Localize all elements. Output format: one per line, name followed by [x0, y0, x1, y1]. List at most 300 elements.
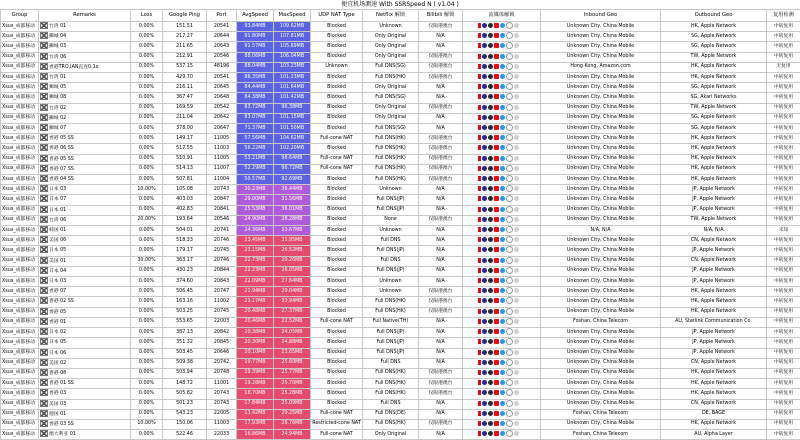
cell-avgspeed: 53.21MB — [237, 154, 274, 164]
cell-remark — [39, 93, 131, 103]
cell-port: 20546 — [207, 52, 237, 62]
youtube-icon — [494, 196, 499, 201]
hbo-icon — [488, 54, 493, 59]
abema-icon — [514, 186, 519, 191]
cell-inbound: Unknown City, China Mobile — [541, 93, 661, 103]
cell-avgspeed: 23.15MB — [237, 246, 274, 256]
table-row — [1, 307, 800, 317]
cell-streaming — [463, 93, 541, 103]
cell-bilibili: 仅限港澳台 — [419, 103, 463, 113]
amazon-icon — [500, 43, 505, 48]
cell-bilibili: 仅限港澳台 — [419, 134, 463, 144]
cell-avgspeed: 52.29MB — [237, 164, 274, 174]
cell-outbound: SG, Apple Network — [661, 113, 767, 123]
cell-udp: Blocked — [311, 256, 363, 266]
cell-bilibili: 仅限港澳台 — [419, 73, 463, 83]
flag-icon — [40, 124, 48, 131]
disney-icon — [482, 227, 487, 232]
cell-streaming — [463, 297, 541, 307]
cell-netflix: Only Original — [363, 430, 419, 440]
cell-bilibili: N/A — [419, 266, 463, 276]
abema-icon — [514, 74, 519, 79]
cell-group: Xsus_成都移动 — [1, 419, 39, 429]
cell-remark — [39, 328, 131, 338]
tvb-icon — [506, 73, 513, 80]
youtube-icon — [494, 217, 499, 222]
abema-icon — [514, 258, 519, 263]
cell-remark — [39, 124, 131, 134]
cell-loss: 0.00% — [131, 368, 163, 378]
disney-icon — [482, 33, 487, 38]
cell-port: 11001 — [207, 379, 237, 389]
cell-loss: 0.00% — [131, 409, 163, 419]
cell-streaming — [463, 338, 541, 348]
cell-bilibili: N/A — [419, 256, 463, 266]
cell-port: 20642 — [207, 113, 237, 123]
netflix-icon — [478, 176, 481, 181]
amazon-icon — [500, 268, 505, 273]
cell-streaming — [463, 277, 541, 287]
cell-bilibili: N/A — [419, 226, 463, 236]
cell-inbound: Unknown City, China Mobile — [541, 113, 661, 123]
cell-group: Xsus_成都移动 — [1, 389, 39, 399]
cell-bilibili: N/A — [419, 32, 463, 42]
hbo-icon — [488, 421, 493, 426]
cell-maxspeed: 25.60MB — [274, 358, 311, 368]
table-row — [1, 348, 800, 358]
amazon-icon — [500, 84, 505, 89]
cell-ping: 522.46 — [163, 430, 207, 440]
cell-group: Xsus_成都移动 — [1, 144, 39, 154]
flag-icon — [40, 400, 48, 407]
cell-group: Xsus_成都移动 — [1, 52, 39, 62]
cell-outbound: HK, Apple Network — [661, 134, 767, 144]
cell-outbound: CN, Apple Network — [661, 399, 767, 409]
cell-remark — [39, 236, 131, 246]
table-row — [1, 195, 800, 205]
hbo-icon — [488, 145, 493, 150]
cell-loss: 0.00% — [131, 358, 163, 368]
abema-icon — [514, 125, 519, 130]
cell-inbound: Unknown City, China Mobile — [541, 348, 661, 358]
bahamut-icon — [520, 237, 525, 242]
amazon-icon — [500, 33, 505, 38]
netflix-icon — [478, 370, 481, 375]
cell-outbound: HK, Apple Network — [661, 154, 767, 164]
remark-text: 香港 02 SS — [49, 299, 74, 304]
cell-maxspeed: 25.70MB — [274, 379, 311, 389]
cell-streaming — [463, 113, 541, 123]
abema-icon — [514, 105, 519, 110]
cell-netflix: Full DNS(JP) — [363, 338, 419, 348]
bahamut-icon — [520, 23, 525, 28]
cell-udp: Blocked — [311, 124, 363, 134]
cell-ping: 503.94 — [163, 368, 207, 378]
abema-icon — [514, 390, 519, 395]
hbo-icon — [488, 350, 493, 355]
tvb-icon — [506, 22, 513, 29]
cell-ping: 503.45 — [163, 348, 207, 358]
cell-streaming — [463, 430, 541, 440]
flag-icon — [40, 349, 48, 356]
cell-outbound: JP, Apple Network — [661, 277, 767, 287]
tvb-icon — [506, 134, 513, 141]
remark-text: 香港 06 SS — [49, 146, 74, 151]
cell-port: 20745 — [207, 307, 237, 317]
cell-reuse: 中转复用 — [767, 338, 800, 348]
flag-icon — [40, 114, 48, 121]
cell-streaming — [463, 287, 541, 297]
cell-loss: 0.00% — [131, 236, 163, 246]
cell-reuse: 中转复用 — [767, 328, 800, 338]
cell-udp: Blocked — [311, 52, 363, 62]
disney-icon — [482, 176, 487, 181]
flag-icon — [40, 226, 48, 233]
abema-icon — [514, 156, 519, 161]
disney-icon — [482, 237, 487, 242]
cell-streaming — [463, 62, 541, 72]
cell-remark — [39, 103, 131, 113]
cell-maxspeed: 26.05MB — [274, 266, 311, 276]
col-bilibili: Bilibili 解锁 — [419, 10, 463, 22]
cell-streaming — [463, 348, 541, 358]
abema-icon — [514, 350, 519, 355]
cell-outbound: AU, Starlink Communication Co. — [661, 317, 767, 327]
tvb-icon — [506, 175, 513, 182]
cell-udp: Blocked — [311, 185, 363, 195]
table-row — [1, 226, 800, 236]
cell-netflix: Full DNS(HK) — [363, 154, 419, 164]
amazon-icon — [500, 288, 505, 293]
netflix-icon — [478, 125, 481, 130]
col-reuse: 复用检测 — [767, 10, 800, 22]
cell-group: Xsus_成都移动 — [1, 287, 39, 297]
cell-port: 20745 — [207, 246, 237, 256]
cell-maxspeed: 33.67MB — [274, 226, 311, 236]
cell-remark — [39, 73, 131, 83]
cell-streaming — [463, 164, 541, 174]
cell-loss: 0.00% — [131, 297, 163, 307]
cell-ping: 506.45 — [163, 287, 207, 297]
cell-outbound: TW, Apple Network — [661, 52, 767, 62]
cell-remark — [39, 266, 131, 276]
cell-group: Xsus_成都移动 — [1, 113, 39, 123]
cell-netflix: Only Original — [363, 83, 419, 93]
tvb-icon — [506, 257, 513, 264]
table-row — [1, 164, 800, 174]
cell-remark — [39, 399, 131, 409]
tvb-icon — [506, 216, 513, 223]
cell-port: 20845 — [207, 338, 237, 348]
table-row — [1, 134, 800, 144]
table-row — [1, 419, 800, 429]
table-row — [1, 62, 800, 72]
bahamut-icon — [520, 105, 525, 110]
cell-loss: 0.00% — [131, 22, 163, 32]
cell-ping: 537.15 — [163, 62, 207, 72]
hbo-icon — [488, 237, 493, 242]
remark-text: 日本 01 — [49, 208, 66, 213]
cell-outbound: JP, Apple Network — [661, 185, 767, 195]
remark-text: 狮城 04 — [49, 34, 66, 39]
cell-maxspeed: 101.15MB — [274, 113, 311, 123]
tvb-icon — [506, 104, 513, 111]
cell-group: Xsus_成都移动 — [1, 134, 39, 144]
hbo-icon — [488, 401, 493, 406]
amazon-icon — [500, 390, 505, 395]
table-row — [1, 113, 800, 123]
cell-outbound: SG, Akari Networks — [661, 93, 767, 103]
netflix-icon — [478, 421, 481, 426]
cell-streaming — [463, 215, 541, 225]
abema-icon — [514, 411, 519, 416]
cell-reuse: 中转复用 — [767, 409, 800, 419]
tvb-icon — [506, 400, 513, 407]
amazon-icon — [500, 105, 505, 110]
cell-inbound: Unknown City, China Mobile — [541, 144, 661, 154]
cell-inbound: Unknown City, China Mobile — [541, 307, 661, 317]
remark-text: 香港 05 SS — [49, 136, 74, 141]
results-table — [0, 9, 800, 440]
flag-icon — [40, 369, 48, 376]
cell-inbound: Unknown City, China Mobile — [541, 419, 661, 429]
disney-icon — [482, 370, 487, 375]
cell-avgspeed: 50.57MB — [237, 175, 274, 185]
cell-loss: 0.00% — [131, 266, 163, 276]
bahamut-icon — [520, 94, 525, 99]
cell-reuse: 中转复用 — [767, 358, 800, 368]
hbo-icon — [488, 94, 493, 99]
netflix-icon — [478, 43, 481, 48]
cell-remark — [39, 226, 131, 236]
cell-netflix: Full DNS(SG) — [363, 93, 419, 103]
cell-streaming — [463, 83, 541, 93]
cell-reuse: 中转复用 — [767, 154, 800, 164]
remark-text: 狮城 02 — [49, 116, 66, 121]
cell-reuse: 中转复用 — [767, 389, 800, 399]
cell-netflix: Full DNS(DE) — [363, 409, 419, 419]
table-row — [1, 124, 800, 134]
cell-reuse: 中转复用 — [767, 368, 800, 378]
cell-ping: 367.47 — [163, 93, 207, 103]
cell-maxspeed: 96.72MB — [274, 164, 311, 174]
amazon-icon — [500, 411, 505, 416]
cell-maxspeed: 33.94MB — [274, 297, 311, 307]
cell-port: 20844 — [207, 266, 237, 276]
flag-icon — [40, 338, 48, 345]
cell-maxspeed: 96.38MB — [274, 103, 311, 113]
cell-remark — [39, 348, 131, 358]
cell-bilibili: 仅限港澳台 — [419, 307, 463, 317]
cell-loss: 0.00% — [131, 195, 163, 205]
cell-udp: Blocked — [311, 307, 363, 317]
amazon-icon — [500, 207, 505, 212]
amazon-icon — [500, 196, 505, 201]
cell-group: Xsus_成都移动 — [1, 73, 39, 83]
cell-reuse: 中转复用 — [767, 236, 800, 246]
disney-icon — [482, 94, 487, 99]
tvb-icon — [506, 297, 513, 304]
amazon-icon — [500, 115, 505, 120]
remark-text: 台湾 06 — [49, 55, 66, 60]
bahamut-icon — [520, 339, 525, 344]
cell-bilibili: 仅限港澳台 — [419, 52, 463, 62]
youtube-icon — [494, 105, 499, 110]
disney-icon — [482, 217, 487, 222]
cell-remark — [39, 154, 131, 164]
abema-icon — [514, 380, 519, 385]
remark-text: 日本 05 — [49, 340, 66, 345]
youtube-icon — [494, 360, 499, 365]
netflix-icon — [478, 64, 481, 69]
cell-streaming — [463, 226, 541, 236]
cell-outbound: HK, Apple Network — [661, 73, 767, 83]
hbo-icon — [488, 196, 493, 201]
cell-inbound: Unknown City, China Mobile — [541, 52, 661, 62]
netflix-icon — [478, 84, 481, 89]
disney-icon — [482, 196, 487, 201]
cell-streaming — [463, 32, 541, 42]
cell-maxspeed: 29.26MB — [274, 256, 311, 266]
cell-loss: 30.00% — [131, 256, 163, 266]
cell-loss: 0.00% — [131, 175, 163, 185]
cell-inbound: Unknown City, China Mobile — [541, 389, 661, 399]
cell-loss: 0.00% — [131, 113, 163, 123]
tvb-icon — [506, 53, 513, 60]
youtube-icon — [494, 278, 499, 283]
abema-icon — [514, 43, 519, 48]
abema-icon — [514, 329, 519, 334]
netflix-icon — [478, 288, 481, 293]
disney-icon — [482, 105, 487, 110]
cell-port: 20647 — [207, 124, 237, 134]
cell-reuse: 中转复用 — [767, 205, 800, 215]
cell-reuse: 中转复用 — [767, 22, 800, 32]
netflix-icon — [478, 350, 481, 355]
cell-avgspeed: 83.07MB — [237, 113, 274, 123]
cell-group: Xsus_成都移动 — [1, 358, 39, 368]
cell-outbound: HK, Apple Network — [661, 419, 767, 429]
cell-bilibili: 仅限港澳台 — [419, 164, 463, 174]
cell-loss: 0.00% — [131, 379, 163, 389]
cell-streaming — [463, 134, 541, 144]
table-row — [1, 205, 800, 215]
cell-netflix: Only Original — [363, 42, 419, 52]
cell-bilibili: N/A — [419, 93, 463, 103]
remark-text: 香港 07 SS — [49, 167, 74, 172]
cell-ping: 553.65 — [163, 317, 207, 327]
cell-bilibili: 仅限港澳台 — [419, 389, 463, 399]
cell-udp: Blocked — [311, 348, 363, 358]
bahamut-icon — [520, 217, 525, 222]
bahamut-icon — [520, 268, 525, 273]
cell-outbound: N/A, N/A — [661, 226, 767, 236]
abema-icon — [514, 33, 519, 38]
cell-ping: 430.23 — [163, 266, 207, 276]
cell-ping: 169.59 — [163, 103, 207, 113]
hbo-icon — [488, 319, 493, 324]
tvb-icon — [506, 338, 513, 345]
cell-ping: 212.91 — [163, 52, 207, 62]
cell-udp: Blocked — [311, 93, 363, 103]
abema-icon — [514, 421, 519, 426]
cell-port: 20644 — [207, 32, 237, 42]
cell-avgspeed: 93.84MB — [237, 22, 274, 32]
cell-outbound: JP, Apple Network — [661, 205, 767, 215]
cell-reuse: 中转复用 — [767, 52, 800, 62]
cell-maxspeed: 101.50MB — [274, 124, 311, 134]
cell-outbound: HK, Apple Network — [661, 175, 767, 185]
cell-port: 20746 — [207, 236, 237, 246]
amazon-icon — [500, 227, 505, 232]
col-google-ping: Google Ping — [163, 10, 207, 22]
cell-port: 20747 — [207, 287, 237, 297]
cell-avgspeed: 20.10MB — [237, 348, 274, 358]
cell-udp: Blocked — [311, 195, 363, 205]
cell-inbound: Unknown City, China Mobile — [541, 175, 661, 185]
tvb-icon — [506, 144, 513, 151]
cell-streaming — [463, 317, 541, 327]
bahamut-icon — [520, 64, 525, 69]
cell-ping: 151.51 — [163, 22, 207, 32]
cell-avgspeed: 30.23MB — [237, 185, 274, 195]
cell-avgspeed: 17.84MB — [237, 399, 274, 409]
cell-outbound: JP, Apple Network — [661, 195, 767, 205]
cell-streaming — [463, 73, 541, 83]
hbo-icon — [488, 43, 493, 48]
youtube-icon — [494, 370, 499, 375]
netflix-icon — [478, 278, 481, 283]
amazon-icon — [500, 298, 505, 303]
disney-icon — [482, 54, 487, 59]
cell-netflix: None — [363, 215, 419, 225]
flag-icon — [40, 379, 48, 386]
cell-reuse: 中转复用 — [767, 348, 800, 358]
hbo-icon — [488, 186, 493, 191]
hbo-icon — [488, 411, 493, 416]
table-row — [1, 287, 800, 297]
cell-outbound: CN, Apple Network — [661, 236, 767, 246]
tvb-icon — [506, 83, 513, 90]
disney-icon — [482, 339, 487, 344]
cell-outbound: HK, Apple Network — [661, 297, 767, 307]
youtube-icon — [494, 74, 499, 79]
cell-netflix: Full DNS(JP) — [363, 348, 419, 358]
table-row — [1, 103, 800, 113]
netflix-icon — [478, 115, 481, 120]
cell-inbound: Unknown City, China Mobile — [541, 164, 661, 174]
bahamut-icon — [520, 288, 525, 293]
remark-text: 香港 08 — [49, 371, 66, 376]
cell-outbound: AU, Alpha Layer — [661, 430, 767, 440]
cell-inbound: Unknown City, China Mobile — [541, 83, 661, 93]
table-row — [1, 42, 800, 52]
col-udp-nat: UDP NAT Type — [311, 10, 363, 22]
cell-loss: 0.00% — [131, 205, 163, 215]
amazon-icon — [500, 258, 505, 263]
tvb-icon — [506, 369, 513, 376]
tvb-icon — [506, 42, 513, 49]
cell-udp: Blocked — [311, 328, 363, 338]
cell-udp: Full-cone NAT — [311, 154, 363, 164]
remark-text: 美国 03 — [49, 402, 66, 407]
cell-outbound: HK, Apple Network — [661, 307, 767, 317]
cell-remark — [39, 215, 131, 225]
cell-loss: 0.00% — [131, 226, 163, 236]
cell-inbound: Unknown City, China Mobile — [541, 73, 661, 83]
cell-reuse: 中转复用 — [767, 42, 800, 52]
flag-icon — [40, 236, 48, 243]
